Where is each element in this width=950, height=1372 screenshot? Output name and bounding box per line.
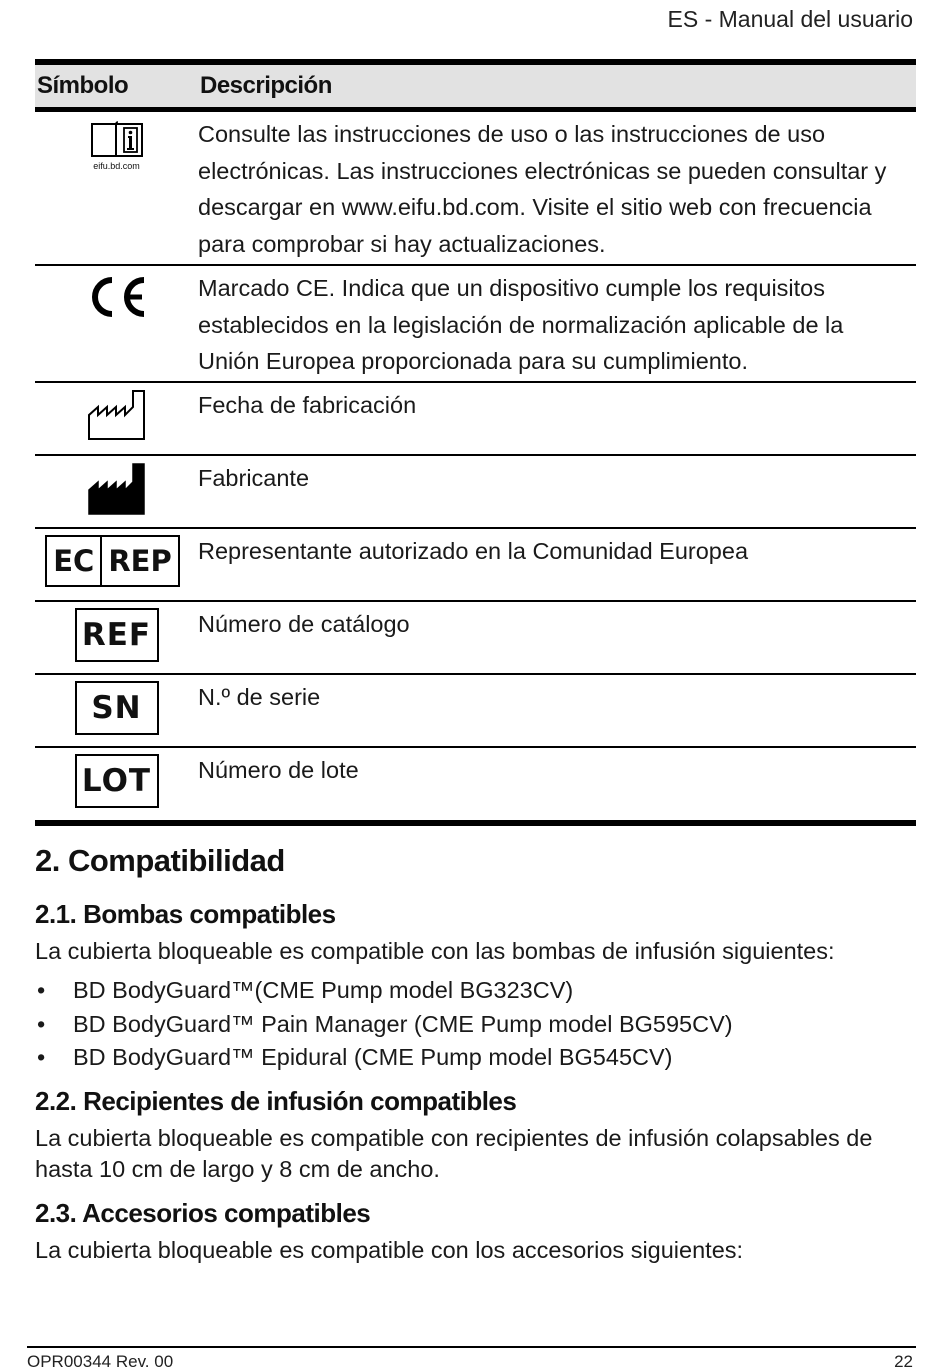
symbol-description: Número de lote xyxy=(198,757,359,783)
symbol-cell xyxy=(35,748,198,820)
ref-icon: REF xyxy=(75,608,159,662)
section-heading: 2. Compatibilidad xyxy=(35,843,285,878)
bullet-marker: • xyxy=(37,1044,46,1070)
table-row xyxy=(35,266,916,383)
column-header-description: Descripción xyxy=(200,72,332,99)
list-item xyxy=(35,974,733,1008)
symbol-cell xyxy=(35,602,198,673)
paragraph-containers: La cubierta bloqueable es compatible con recipientes de infusión colapsables de hasta 10 cm de largo y 8 cm de ancho. xyxy=(35,1125,873,1182)
ec-rep-icon-rep: REP xyxy=(108,544,172,578)
date-of-manufacture-icon xyxy=(87,389,147,443)
sn-icon: SN xyxy=(75,681,159,735)
lot-icon: LOT xyxy=(75,754,159,808)
symbol-description: Marcado CE. Indica que un dispositivo cumple los requisitos establecidos en la legislación de normalización aplicable de la Unión Europea proporcionada para su cumplimiento. xyxy=(198,275,844,374)
running-header: ES - Manual del usuario xyxy=(667,6,913,32)
consult-ifu-icon xyxy=(89,118,145,264)
symbol-description: Número de catálogo xyxy=(198,611,410,637)
table-row xyxy=(35,456,916,529)
symbol-cell xyxy=(35,112,198,264)
ec-rep-icon-ec: EC xyxy=(47,537,102,585)
subsection-heading-pumps: 2.1. Bombas compatibles xyxy=(35,899,336,929)
page-number: 22 xyxy=(894,1352,913,1371)
table-row xyxy=(35,529,916,602)
bullet-marker: • xyxy=(37,977,46,1003)
bullet-marker: • xyxy=(37,1010,46,1037)
symbol-description: Fecha de fabricación xyxy=(198,392,417,418)
table-row xyxy=(35,675,916,748)
column-header-symbol: Símbolo xyxy=(37,72,129,99)
symbol-table xyxy=(35,59,916,826)
subsection-heading-containers: 2.2. Recipientes de infusión compatibles xyxy=(35,1086,517,1116)
table-row xyxy=(35,112,916,266)
list-item-text: BD BodyGuard™ Epidural (CME Pump model BG545CV) xyxy=(73,1044,673,1070)
ce-mark-icon xyxy=(82,272,152,322)
ifu-icon-caption: eifu.bd.com xyxy=(93,161,140,171)
table-row xyxy=(35,383,916,456)
symbol-cell xyxy=(35,383,198,454)
list-item xyxy=(35,1041,733,1075)
list-item xyxy=(35,1008,733,1042)
symbol-cell xyxy=(35,529,198,600)
symbol-description: Representante autorizado en la Comunidad Europea xyxy=(198,538,749,564)
footer-divider xyxy=(27,1346,916,1348)
table-header xyxy=(35,59,916,112)
ec-rep-icon xyxy=(45,535,180,587)
symbol-description: Consulte las instrucciones de uso o las instrucciones de uso electrónicas. Las instrucciones electrónicas se pueden consultar y descargar en www.eifu.bd.com. Visite el sitio web con frecuencia para comprobar si hay actualizaciones. xyxy=(198,121,887,257)
subsection-heading-accessories: 2.3. Accesorios compatibles xyxy=(35,1198,371,1228)
paragraph-accessories: La cubierta bloqueable es compatible con los accesorios siguientes: xyxy=(35,1237,744,1263)
symbol-cell xyxy=(35,675,198,746)
list-item-text: BD BodyGuard™ Pain Manager (CME Pump model BG595CV) xyxy=(73,1010,733,1037)
footer-doc-id: OPR00344 Rev. 00 xyxy=(27,1352,174,1371)
symbol-cell xyxy=(35,456,198,527)
symbol-description: N.º de serie xyxy=(198,684,321,710)
symbol-description: Fabricante xyxy=(198,465,310,491)
list-item-text: BD BodyGuard™(CME Pump model BG323CV) xyxy=(73,977,574,1003)
table-row xyxy=(35,748,916,826)
symbol-cell xyxy=(35,266,198,381)
paragraph-pumps-intro: La cubierta bloqueable es compatible con las bombas de infusión siguientes: xyxy=(35,938,835,964)
pump-list xyxy=(35,974,733,1075)
table-row xyxy=(35,602,916,675)
manufacturer-icon xyxy=(87,462,147,516)
